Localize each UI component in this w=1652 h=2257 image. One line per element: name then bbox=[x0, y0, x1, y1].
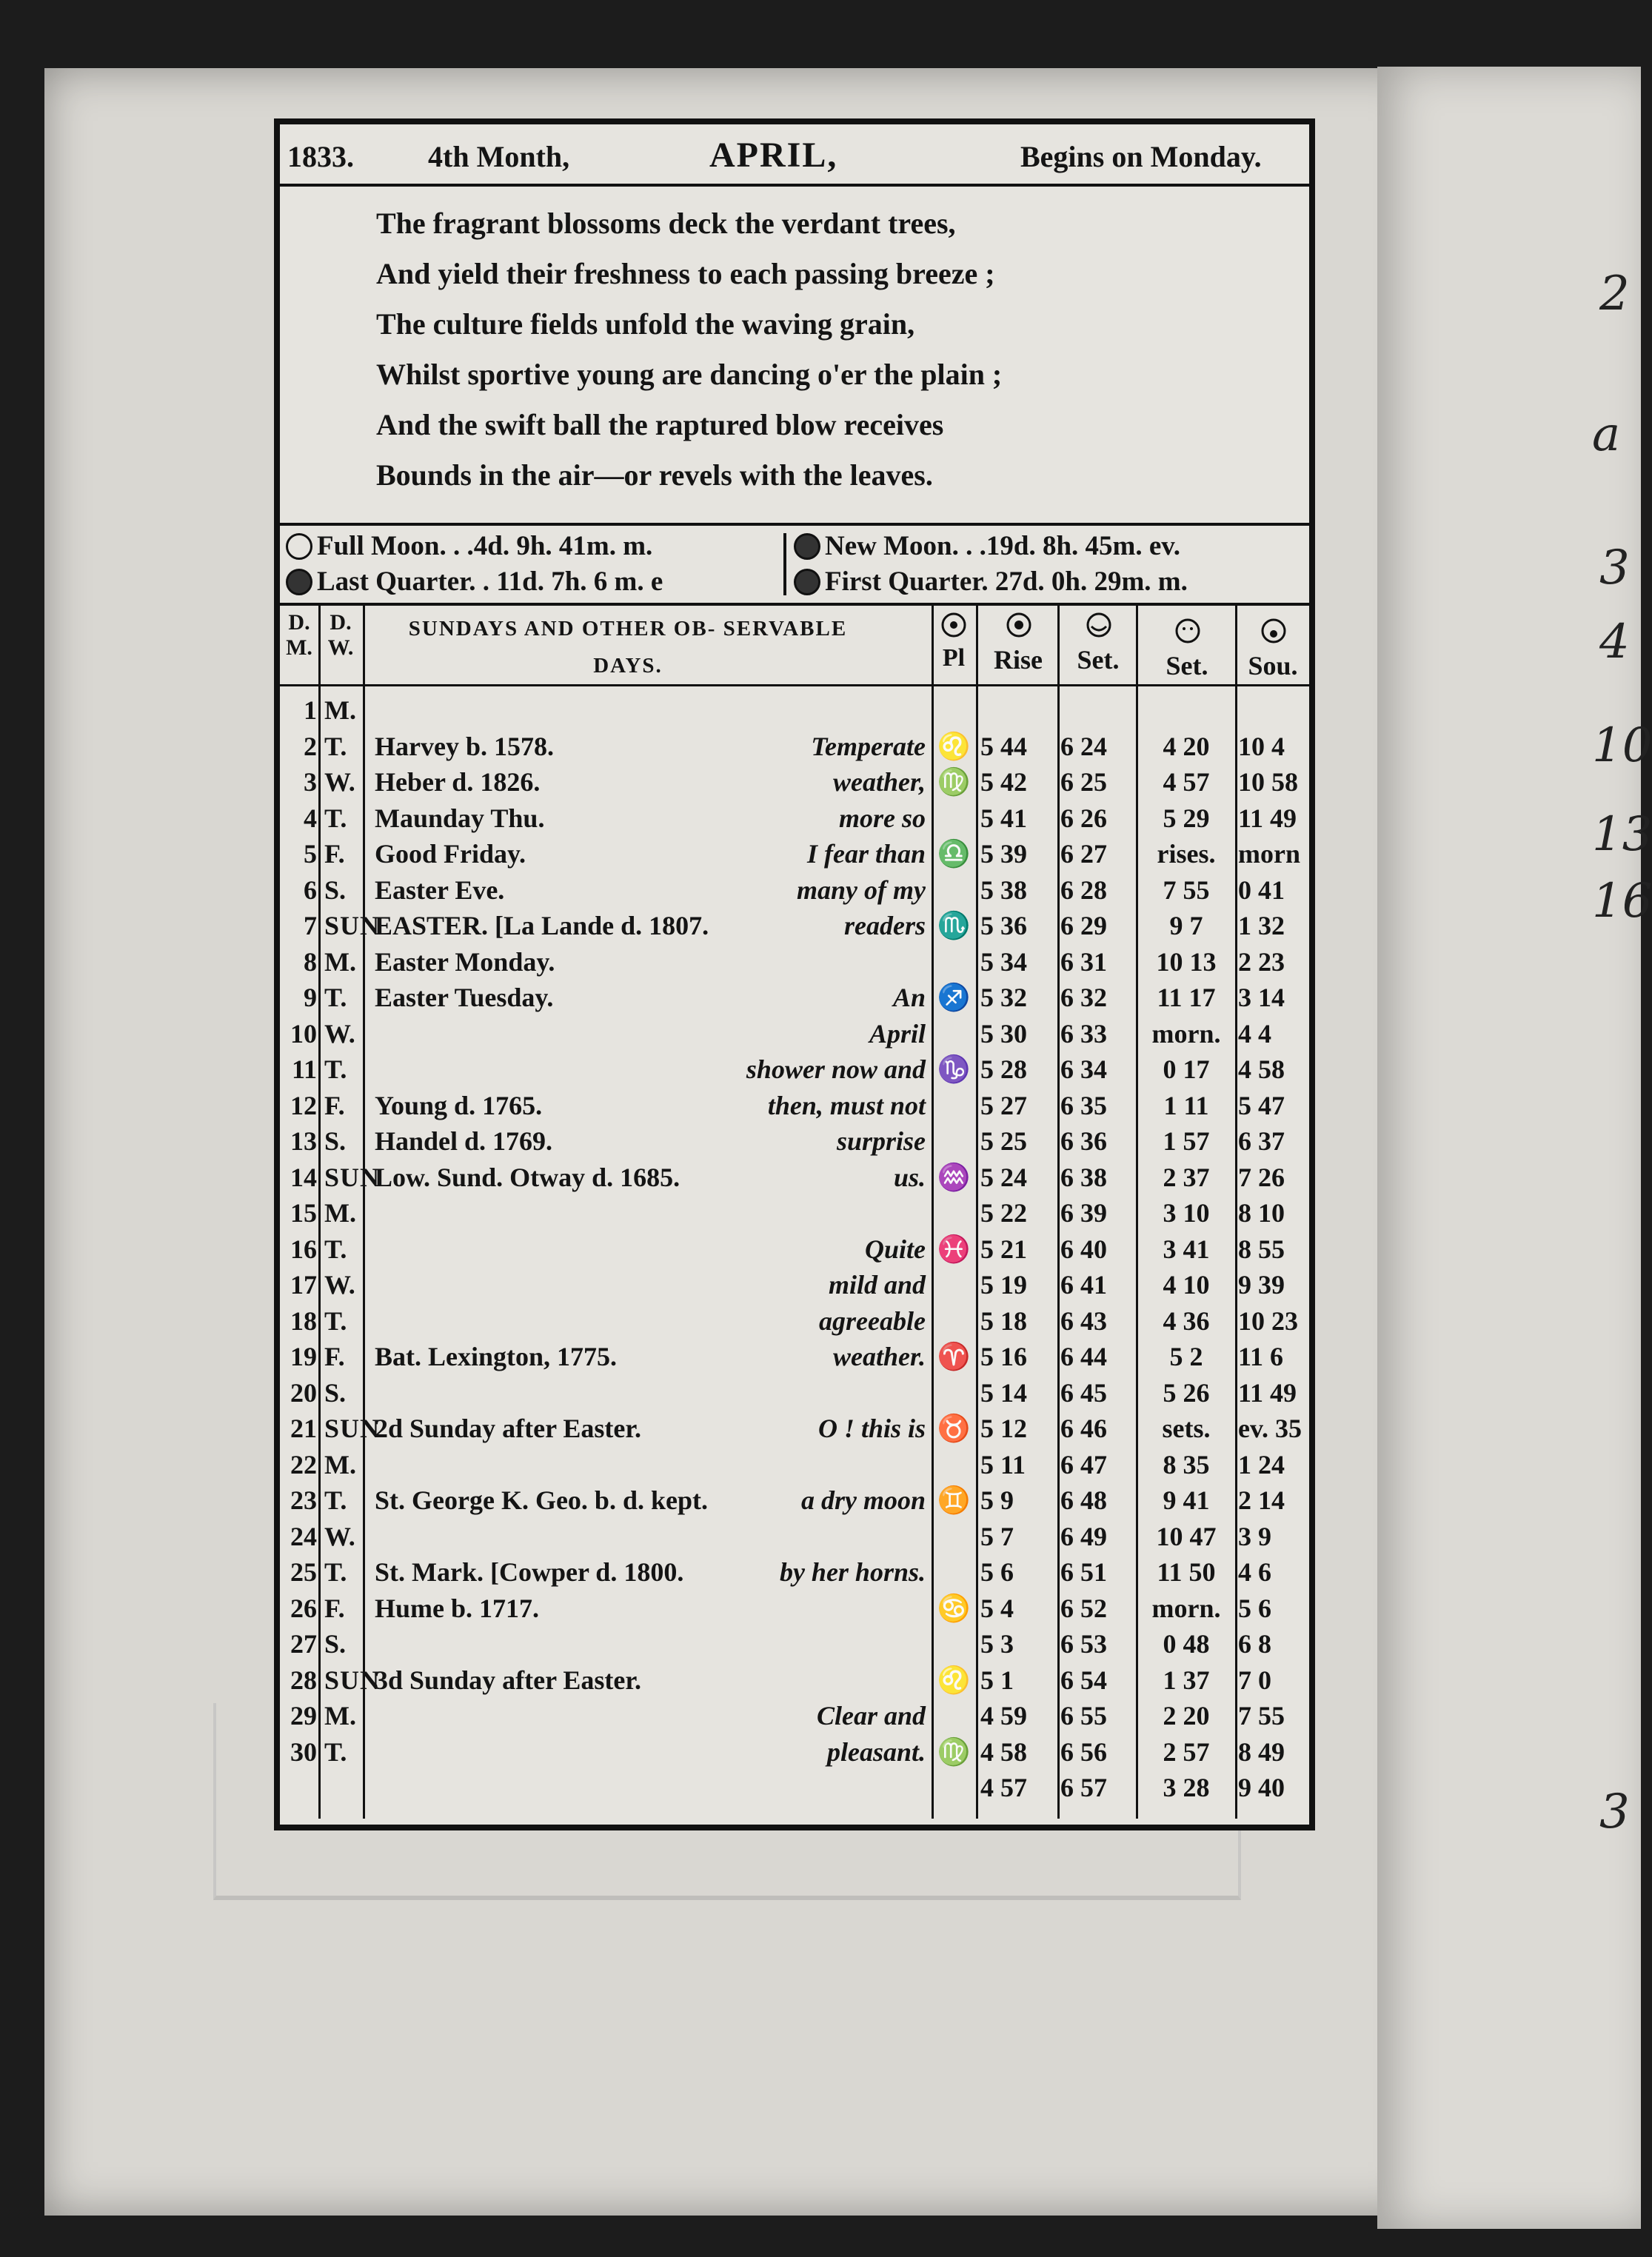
day-of-week: W. bbox=[324, 1521, 355, 1551]
moon-south: 9 40 bbox=[1238, 1773, 1285, 1802]
moon-south: 7 55 bbox=[1238, 1701, 1285, 1731]
col-rule bbox=[1136, 603, 1138, 1819]
verse-line: And the swift ball the raptured blow receives bbox=[376, 408, 944, 441]
col-sunrise: Rise bbox=[994, 645, 1043, 675]
sunset: 6 36 bbox=[1060, 1126, 1107, 1156]
day-of-week: T. bbox=[324, 1736, 347, 1767]
moon-south: 3 9 bbox=[1238, 1521, 1271, 1551]
moonset: 4 57 bbox=[1163, 767, 1210, 797]
moonset: 2 57 bbox=[1163, 1736, 1210, 1767]
sunset: 6 56 bbox=[1060, 1736, 1107, 1767]
moon-set-icon bbox=[1173, 616, 1203, 646]
sunset: 6 52 bbox=[1060, 1593, 1107, 1623]
moon-south: 3 14 bbox=[1238, 983, 1285, 1012]
day-of-week: M. bbox=[324, 1198, 356, 1228]
sunset: 6 49 bbox=[1060, 1521, 1107, 1551]
day-of-month: 21 bbox=[290, 1414, 317, 1443]
planet-sign: ♌ bbox=[937, 731, 971, 761]
day-of-week: T. bbox=[324, 1234, 347, 1264]
moon-south: 5 47 bbox=[1238, 1090, 1285, 1120]
day-of-month: 12 bbox=[290, 1090, 317, 1120]
sunset: 6 45 bbox=[1060, 1377, 1107, 1408]
sunset: 6 24 bbox=[1060, 731, 1107, 761]
sunrise: 5 30 bbox=[980, 1018, 1027, 1049]
sunrise: 5 44 bbox=[980, 731, 1027, 761]
day-of-month: 18 bbox=[290, 1305, 317, 1336]
sunrise: 5 38 bbox=[980, 875, 1027, 905]
month-label: 4th Month, bbox=[428, 140, 570, 173]
weather-note: a dry moon bbox=[800, 1485, 926, 1515]
moonset: 11 50 bbox=[1157, 1557, 1216, 1587]
event: Low. Sund. Otway d. 1685. bbox=[375, 1162, 680, 1192]
sunset: 6 57 bbox=[1060, 1773, 1107, 1802]
moon-south: 10 23 bbox=[1238, 1305, 1298, 1336]
moonset: 4 36 bbox=[1163, 1305, 1210, 1336]
new-moon-text: New Moon. . .19d. 8h. 45m. ev. bbox=[825, 531, 1180, 561]
event: EASTER. [La Lande d. 1807. bbox=[375, 911, 709, 940]
phase-divider bbox=[783, 533, 786, 595]
moonset: morn. bbox=[1151, 1018, 1221, 1049]
day-of-month: 2 bbox=[304, 731, 317, 761]
moon-south: 4 6 bbox=[1238, 1557, 1271, 1587]
sunset: 6 33 bbox=[1060, 1018, 1107, 1049]
sunrise: 5 19 bbox=[980, 1270, 1027, 1300]
margin-note: 16 bbox=[1592, 874, 1652, 929]
margin-note: 2 bbox=[1599, 267, 1630, 321]
margin-note: 13 bbox=[1592, 807, 1652, 862]
day-of-month: 20 bbox=[290, 1377, 317, 1408]
margin-note: 10 bbox=[1592, 718, 1652, 773]
planet-sign: ♈ bbox=[937, 1342, 971, 1371]
moonset: 9 7 bbox=[1169, 911, 1203, 940]
moon-south: 7 26 bbox=[1238, 1162, 1285, 1192]
day-of-week: S. bbox=[324, 1126, 347, 1156]
new-moon bbox=[794, 530, 1180, 562]
sunrise: 5 34 bbox=[980, 946, 1027, 977]
day-of-month: 23 bbox=[290, 1485, 317, 1515]
verse bbox=[376, 198, 1002, 501]
sunrise: 5 4 bbox=[980, 1593, 1014, 1623]
weather-note: agreeable bbox=[819, 1305, 926, 1336]
sunrise: 5 18 bbox=[980, 1305, 1027, 1336]
sunset: 6 46 bbox=[1060, 1414, 1107, 1443]
day-of-week: M. bbox=[324, 1449, 356, 1479]
weather-note: An bbox=[892, 983, 926, 1012]
moonset: 0 48 bbox=[1163, 1629, 1210, 1659]
moon-south: 1 32 bbox=[1238, 911, 1285, 940]
sunset: 6 35 bbox=[1060, 1090, 1107, 1120]
day-of-month: 8 bbox=[304, 946, 317, 977]
moonset: 7 55 bbox=[1163, 875, 1210, 905]
moon-south: 10 4 bbox=[1238, 731, 1285, 761]
day-of-week: SUN bbox=[324, 1162, 381, 1192]
event: Young d. 1765. bbox=[375, 1090, 543, 1120]
event: Hume b. 1717. bbox=[375, 1593, 540, 1623]
col-day-month: D. M. bbox=[286, 610, 312, 660]
weather-note: surprise bbox=[836, 1126, 926, 1156]
day-of-month: 26 bbox=[290, 1593, 317, 1623]
moonset: 2 37 bbox=[1163, 1162, 1210, 1192]
moonset: 5 29 bbox=[1163, 803, 1210, 833]
day-of-week: T. bbox=[324, 1054, 347, 1084]
weather-note: weather. bbox=[832, 1342, 926, 1371]
moonset: sets. bbox=[1162, 1414, 1211, 1443]
day-of-month: 30 bbox=[290, 1736, 317, 1767]
day-of-month: 9 bbox=[304, 983, 317, 1012]
sunset: 6 54 bbox=[1060, 1665, 1107, 1695]
moonset: 11 17 bbox=[1157, 983, 1216, 1012]
sunrise: 4 59 bbox=[980, 1701, 1027, 1731]
day-of-month: 15 bbox=[290, 1198, 317, 1228]
day-of-month: 19 bbox=[290, 1342, 317, 1371]
moon-south: 2 14 bbox=[1238, 1485, 1285, 1515]
event: Easter Monday. bbox=[375, 946, 555, 977]
moon-south: 8 55 bbox=[1238, 1234, 1285, 1264]
event: 2d Sunday after Easter. bbox=[375, 1414, 642, 1443]
day-of-month: 10 bbox=[290, 1018, 317, 1049]
sunset: 6 39 bbox=[1060, 1198, 1107, 1228]
sunrise: 4 57 bbox=[980, 1773, 1027, 1802]
weather-note: us. bbox=[893, 1162, 926, 1192]
day-of-month: 24 bbox=[290, 1521, 317, 1551]
sunrise: 5 6 bbox=[980, 1557, 1014, 1587]
day-of-week: F. bbox=[324, 1593, 345, 1623]
sunrise: 5 9 bbox=[980, 1485, 1014, 1515]
sunset: 6 41 bbox=[1060, 1270, 1107, 1300]
sunset: 6 55 bbox=[1060, 1701, 1107, 1731]
weather-note: mild and bbox=[828, 1270, 926, 1300]
verse-line: The fragrant blossoms deck the verdant trees, bbox=[376, 207, 956, 240]
moonset: 1 11 bbox=[1163, 1090, 1209, 1120]
full-moon-text: Full Moon. . .4d. 9h. 41m. m. bbox=[317, 531, 653, 561]
day-of-week: T. bbox=[324, 1305, 347, 1336]
event: Bat. Lexington, 1775. bbox=[375, 1342, 618, 1371]
day-of-month: 16 bbox=[290, 1234, 317, 1264]
sunrise: 5 25 bbox=[980, 1126, 1027, 1156]
planet-sign: ♏ bbox=[937, 911, 971, 940]
event: Easter Tuesday. bbox=[375, 983, 554, 1012]
sunset: 6 40 bbox=[1060, 1234, 1107, 1264]
day-of-month: 5 bbox=[304, 839, 317, 869]
col-events: SUNDAYS AND OTHER OB- SERVABLE DAYS. bbox=[408, 617, 848, 678]
moon-south: 4 58 bbox=[1238, 1054, 1285, 1084]
weather-note: O ! this is bbox=[817, 1414, 926, 1443]
sunset: 6 51 bbox=[1060, 1557, 1107, 1587]
day-of-week: T. bbox=[324, 731, 347, 761]
moonset: 9 41 bbox=[1163, 1485, 1210, 1515]
new-moon-icon bbox=[794, 533, 820, 560]
col-sunset: Set. bbox=[1077, 645, 1120, 675]
moon-south: 5 6 bbox=[1238, 1593, 1271, 1623]
day-of-month: 22 bbox=[290, 1449, 317, 1479]
verse-line: The culture fields unfold the waving grain, bbox=[376, 307, 915, 341]
day-of-week: T. bbox=[324, 1557, 347, 1587]
first-quarter-icon bbox=[794, 569, 820, 595]
planet-sign: ♓ bbox=[937, 1234, 971, 1264]
day-of-month: 4 bbox=[304, 803, 317, 833]
weather-note: by her horns. bbox=[779, 1557, 926, 1587]
event: St. Mark. [Cowper d. 1800. bbox=[375, 1557, 684, 1587]
planet-sign: ♋ bbox=[937, 1593, 971, 1623]
moon-south: ev. 35 bbox=[1238, 1414, 1302, 1443]
day-of-week: S. bbox=[324, 1629, 347, 1659]
day-of-week: W. bbox=[324, 1018, 355, 1049]
day-of-week: W. bbox=[324, 767, 355, 797]
weather-note: many of my bbox=[797, 875, 926, 905]
weather-note: I fear than bbox=[806, 839, 926, 869]
day-of-week: F. bbox=[324, 839, 345, 869]
moon-south-icon bbox=[1259, 616, 1288, 646]
sunrise: 5 21 bbox=[980, 1234, 1027, 1264]
moon-south: 6 37 bbox=[1238, 1126, 1285, 1156]
col-rule bbox=[1235, 603, 1237, 1819]
planet-sign: ♍ bbox=[937, 767, 971, 797]
sunset: 6 34 bbox=[1060, 1054, 1107, 1084]
moonset: 10 13 bbox=[1156, 946, 1217, 977]
sunset: 6 26 bbox=[1060, 803, 1107, 833]
sunset: 6 43 bbox=[1060, 1305, 1107, 1336]
event: Handel d. 1769. bbox=[375, 1126, 553, 1156]
month-name: APRIL, bbox=[709, 136, 838, 175]
day-of-week: M. bbox=[324, 1701, 356, 1731]
sunset: 6 25 bbox=[1060, 767, 1107, 797]
sunrise: 5 24 bbox=[980, 1162, 1027, 1192]
sunrise: 5 16 bbox=[980, 1342, 1027, 1371]
moon-south: 2 23 bbox=[1238, 946, 1285, 977]
sunrise: 5 7 bbox=[980, 1521, 1014, 1551]
weather-note: Quite bbox=[864, 1234, 926, 1264]
margin-note: a bbox=[1592, 407, 1621, 462]
sun-set-icon bbox=[1084, 610, 1114, 640]
day-of-month: 28 bbox=[290, 1665, 317, 1695]
col-moonset: Set. bbox=[1166, 651, 1208, 681]
sunrise: 5 22 bbox=[980, 1198, 1027, 1228]
sunset: 6 48 bbox=[1060, 1485, 1107, 1515]
day-of-week: SUN bbox=[324, 1414, 381, 1443]
day-of-month: 14 bbox=[290, 1162, 317, 1192]
moonset: 8 35 bbox=[1163, 1449, 1210, 1479]
moon-south: 1 24 bbox=[1238, 1449, 1285, 1479]
event: Harvey b. 1578. bbox=[375, 731, 554, 761]
planet-sign: ♍ bbox=[937, 1736, 971, 1767]
sunrise: 5 36 bbox=[980, 911, 1027, 940]
moonset: 3 10 bbox=[1163, 1198, 1210, 1228]
sunset: 6 31 bbox=[1060, 946, 1107, 977]
margin-note: 3 bbox=[1599, 1785, 1630, 1839]
day-of-month: 6 bbox=[304, 875, 317, 905]
month-header bbox=[280, 124, 1309, 187]
day-of-week: F. bbox=[324, 1090, 345, 1120]
day-of-week: T. bbox=[324, 983, 347, 1012]
sunset: 6 38 bbox=[1060, 1162, 1107, 1192]
verse-line: Whilst sportive young are dancing o'er the plain ; bbox=[376, 358, 1003, 391]
moon-south: 8 49 bbox=[1238, 1736, 1285, 1767]
weather-note: more so bbox=[839, 803, 926, 833]
first-quarter bbox=[794, 566, 1188, 598]
col-rule bbox=[976, 603, 978, 1819]
sunset: 6 47 bbox=[1060, 1449, 1107, 1479]
day-of-week: S. bbox=[324, 1377, 347, 1408]
moon-south: 9 39 bbox=[1238, 1270, 1285, 1300]
moonset: 0 17 bbox=[1163, 1054, 1210, 1084]
event: Heber d. 1826. bbox=[375, 767, 541, 797]
day-of-week: T. bbox=[324, 803, 347, 833]
sunset: 6 32 bbox=[1060, 983, 1107, 1012]
sunrise: 5 28 bbox=[980, 1054, 1027, 1084]
moon-south: 11 6 bbox=[1238, 1342, 1284, 1371]
planet-sign: ♎ bbox=[937, 839, 971, 869]
day-of-month: 29 bbox=[290, 1701, 317, 1731]
sunset: 6 44 bbox=[1060, 1342, 1107, 1371]
day-of-week: S. bbox=[324, 875, 347, 905]
sunset: 6 53 bbox=[1060, 1629, 1107, 1659]
sunrise: 5 32 bbox=[980, 983, 1027, 1012]
sunrise: 5 1 bbox=[980, 1665, 1014, 1695]
full-moon bbox=[286, 530, 652, 562]
event: 3d Sunday after Easter. bbox=[375, 1665, 642, 1695]
sunrise: 4 58 bbox=[980, 1736, 1027, 1767]
sunrise: 5 14 bbox=[980, 1377, 1027, 1408]
moonset: 3 28 bbox=[1163, 1773, 1210, 1802]
moon-south: 11 49 bbox=[1238, 1377, 1297, 1408]
planet-sign: ♒ bbox=[937, 1162, 971, 1192]
moon-face-icon bbox=[939, 610, 969, 640]
moonset: 10 47 bbox=[1156, 1521, 1217, 1551]
moonset: 5 26 bbox=[1163, 1377, 1210, 1408]
last-quarter-icon bbox=[286, 569, 312, 595]
event: St. George K. Geo. b. d. kept. bbox=[375, 1485, 708, 1515]
header-rule bbox=[280, 684, 1309, 686]
day-of-week: F. bbox=[324, 1342, 345, 1371]
event: Easter Eve. bbox=[375, 875, 505, 905]
weather-note: shower now and bbox=[746, 1054, 926, 1084]
moonset: 1 57 bbox=[1163, 1126, 1210, 1156]
moonset: morn. bbox=[1151, 1593, 1221, 1623]
col-planet: Pl bbox=[942, 644, 966, 672]
moonset: rises. bbox=[1157, 839, 1216, 869]
planet-sign: ♐ bbox=[937, 983, 971, 1012]
day-of-week: M. bbox=[324, 695, 356, 725]
event: Maunday Thu. bbox=[375, 803, 545, 833]
full-moon-icon bbox=[286, 533, 312, 560]
sunset: 6 27 bbox=[1060, 839, 1107, 869]
day-of-week: SUN bbox=[324, 1665, 381, 1695]
facing-page bbox=[1377, 67, 1652, 2229]
moonset: 4 10 bbox=[1163, 1270, 1210, 1300]
sunrise: 5 12 bbox=[980, 1414, 1027, 1443]
col-rule bbox=[932, 603, 934, 1819]
planet-sign: ♑ bbox=[937, 1054, 971, 1084]
margin-note: 4 bbox=[1599, 615, 1630, 669]
day-of-month: 13 bbox=[290, 1126, 317, 1156]
moon-south: 4 4 bbox=[1238, 1018, 1271, 1049]
verse-line: And yield their freshness to each passing breeze ; bbox=[376, 257, 995, 290]
begins-on: Begins on Monday. bbox=[1020, 140, 1262, 173]
last-quarter-text: Last Quarter. . 11d. 7h. 6 m. e bbox=[317, 566, 663, 597]
sunrise: 5 42 bbox=[980, 767, 1027, 797]
weather-note: weather, bbox=[832, 767, 926, 797]
sunrise: 5 27 bbox=[980, 1090, 1027, 1120]
day-of-month: 1 bbox=[304, 695, 317, 725]
day-of-week: SUN bbox=[324, 911, 381, 940]
day-of-week: T. bbox=[324, 1485, 347, 1515]
weather-note: pleasant. bbox=[826, 1736, 926, 1767]
day-of-month: 27 bbox=[290, 1629, 317, 1659]
weather-note: Temperate bbox=[811, 731, 926, 761]
last-quarter bbox=[286, 566, 663, 598]
col-moon-south: Sou. bbox=[1248, 651, 1298, 681]
margin-note: 3 bbox=[1599, 541, 1630, 595]
weather-note: April bbox=[869, 1018, 926, 1049]
sunrise: 5 39 bbox=[980, 839, 1027, 869]
moon-south: 0 41 bbox=[1238, 875, 1285, 905]
sun-rise-icon bbox=[1004, 610, 1034, 640]
planet-sign: ♊ bbox=[937, 1485, 971, 1515]
day-of-month: 25 bbox=[290, 1557, 317, 1587]
moonset: 4 20 bbox=[1163, 731, 1210, 761]
verse-line: Bounds in the air—or revels with the leaves. bbox=[376, 458, 933, 492]
planet-sign: ♌ bbox=[937, 1665, 971, 1695]
day-of-month: 11 bbox=[291, 1054, 317, 1084]
day-of-month: 3 bbox=[304, 767, 317, 797]
moon-south: 10 58 bbox=[1238, 767, 1298, 797]
year: 1833. bbox=[287, 140, 354, 173]
calendar-frame bbox=[274, 118, 1315, 1830]
moon-south: morn bbox=[1238, 839, 1300, 869]
sunrise: 5 11 bbox=[980, 1449, 1026, 1479]
first-quarter-text: First Quarter. 27d. 0h. 29m. m. bbox=[825, 566, 1188, 597]
day-of-week: W. bbox=[324, 1270, 355, 1300]
col-day-week: D. W. bbox=[327, 610, 354, 660]
moon-south: 8 10 bbox=[1238, 1198, 1285, 1228]
moon-south: 11 49 bbox=[1238, 803, 1297, 833]
moonset: 2 20 bbox=[1163, 1701, 1210, 1731]
weather-note: then, must not bbox=[767, 1090, 926, 1120]
moonset: 1 37 bbox=[1163, 1665, 1210, 1695]
sunrise: 5 41 bbox=[980, 803, 1027, 833]
moon-south: 7 0 bbox=[1238, 1665, 1271, 1695]
col-rule bbox=[1057, 603, 1060, 1819]
planet-sign: ♉ bbox=[937, 1414, 971, 1443]
moon-south: 6 8 bbox=[1238, 1629, 1271, 1659]
event: Good Friday. bbox=[375, 839, 526, 869]
day-of-month: 7 bbox=[304, 911, 317, 940]
col-rule bbox=[318, 603, 321, 1819]
day-of-week: M. bbox=[324, 946, 356, 977]
sunrise: 5 3 bbox=[980, 1629, 1014, 1659]
moon-phases bbox=[280, 523, 1309, 606]
moonset: 3 41 bbox=[1163, 1234, 1210, 1264]
moonset: 5 2 bbox=[1169, 1342, 1203, 1371]
day-of-month: 17 bbox=[290, 1270, 317, 1300]
weather-note: readers bbox=[844, 911, 926, 940]
weather-note: Clear and bbox=[816, 1701, 926, 1731]
sunset: 6 29 bbox=[1060, 911, 1107, 940]
sunset: 6 28 bbox=[1060, 875, 1107, 905]
